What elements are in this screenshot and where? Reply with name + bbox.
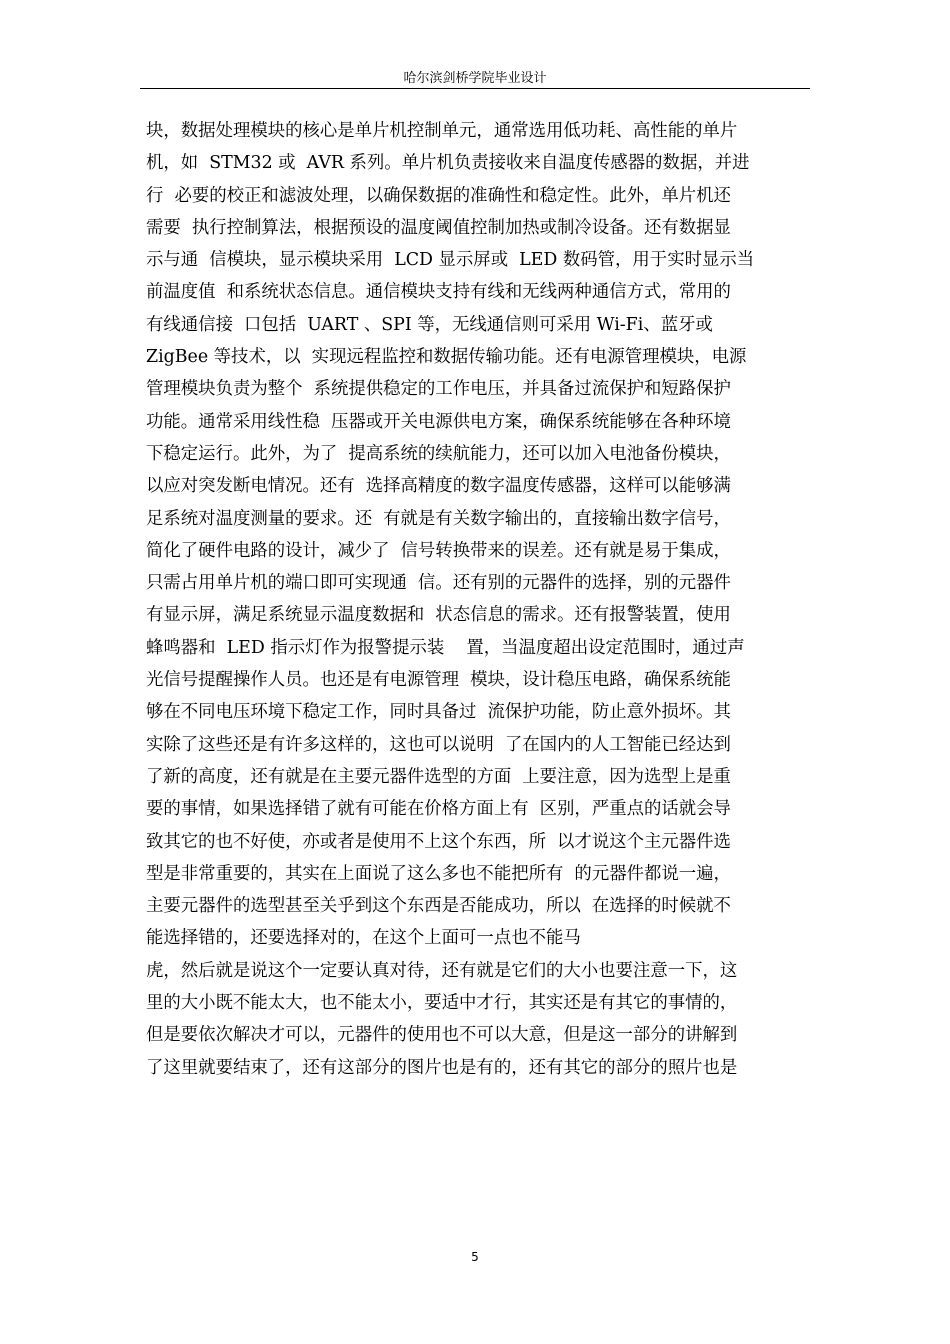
text-line: 主要元器件的选型甚至关乎到这个东西是否能成功，所以 在选择的时候就不 xyxy=(146,896,731,917)
text-line: 够在不同电压环境下稳定工作，同时具备过 流保护功能，防止意外损坏。其 xyxy=(146,702,731,723)
text-line: 足系统对温度测量的要求。还 有就是有关数字输出的，直接输出数字信号， xyxy=(146,508,731,529)
text-line: 行 必要的校正和滤波处理，以确保数据的准确性和稳定性。此外，单片机还 xyxy=(146,185,731,206)
text-line: 有显示屏，满足系统显示温度数据和 状态信息的需求。还有报警装置，使用 xyxy=(146,605,731,626)
text-line: 前温度值 和系统状态信息。通信模块支持有线和无线两种通信方式，常用的 xyxy=(146,282,731,303)
text-line: 但是要依次解决才可以，元器件的使用也不可以大意，但是这一部分的讲解到 xyxy=(146,1025,738,1046)
text-line: 蜂鸣器和 LED 指示灯作为报警提示装 置，当温度超出设定范围时，通过声 xyxy=(146,637,745,658)
text-line: 块，数据处理模块的核心是单片机控制单元，通常选用低功耗、高性能的单片 xyxy=(146,121,738,141)
header-divider xyxy=(140,88,810,89)
text-line: 示与通 信模块，显示模块采用 LCD 显示屏或 LED 数码管，用于实时显示当 xyxy=(146,250,755,271)
text-line: 管理模块负责为整个 系统提供稳定的工作电压，并具备过流保护和短路保护 xyxy=(146,379,731,400)
text-line: 简化了硬件电路的设计，减少了 信号转换带来的误差。还有就是易于集成， xyxy=(146,540,731,561)
text-line: 以应对突发断电情况。还有 选择高精度的数字温度传感器，这样可以能够满 xyxy=(146,476,731,497)
text-line: 下稳定运行。此外，为了 提高系统的续航能力，还可以加入电池备份模块， xyxy=(146,443,731,464)
text-line: 要的事情，如果选择错了就有可能在价格方面上有 区别，严重点的话就会导 xyxy=(146,799,731,820)
text-line: 虎，然后就是说这个一定要认真对待，还有就是它们的大小也要注意一下，这 xyxy=(146,960,738,981)
text-line: ZigBee 等技术，以 实现远程监控和数据传输功能。还有电源管理模块，电源 xyxy=(146,347,747,368)
text-line: 功能。通常采用线性稳 压器或开关电源供电方案，确保系统能够在各种环境 xyxy=(146,411,731,432)
page-number: 5 xyxy=(471,1250,479,1264)
text-line: 能选择错的，还要选择对的，在这个上面可一点也不能马 xyxy=(146,928,581,949)
text-line: 需要 执行控制算法，根据预设的温度阈值控制加热或制冷设备。还有数据显 xyxy=(146,217,731,238)
text-line: 了新的高度，还有就是在主要元器件选型的方面 上要注意，因为选型上是重 xyxy=(146,766,731,787)
text-line: 实除了这些还是有许多这样的，这也可以说明 了在国内的人工智能已经达到 xyxy=(146,734,731,755)
text-line: 了这里就要结束了，还有这部分的图片也是有的，还有其它的部分的照片也是 xyxy=(146,1057,738,1078)
text-line: 有线通信接 口包括 UART 、SPI 等，无线通信则可采用 Wi-Fi、蓝牙或 xyxy=(146,314,713,335)
text-line: 致其它的也不好使，亦或者是使用不上这个东西，所 以才说这个主元器件选 xyxy=(146,831,731,852)
text-line: 型是非常重要的，其实在上面说了这么多也不能把所有 的元器件都说一遍， xyxy=(146,863,731,884)
body-text xyxy=(146,115,806,1084)
text-line: 只需占用单片机的端口即可实现通 信。还有别的元器件的选择，别的元器件 xyxy=(146,573,731,594)
running-header: 哈尔滨剑桥学院毕业设计 xyxy=(403,71,547,86)
text-line: 光信号提醒操作人员。也还是有电源管理 模块，设计稳压电路，确保系统能 xyxy=(146,670,731,691)
text-line: 里的大小既不能太大，也不能太小，要适中才行，其实还是有其它的事情的， xyxy=(146,993,738,1014)
text-line: 机，如 STM32 或 AVR 系列。单片机负责接收来自温度传感器的数据，并进 xyxy=(146,153,750,174)
